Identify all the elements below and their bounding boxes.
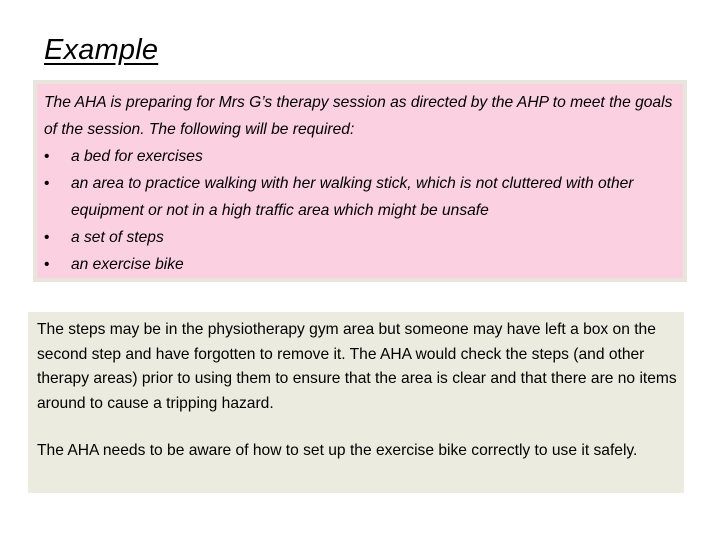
example-intro: The AHA is preparing for Mrs G’s therapy session as directed by the AHP to meet the goals of the session. The following will be required: <box>44 94 673 138</box>
list-item-text: an area to practice walking with her walking stick, which is not cluttered with other equipment or not in a high traffic area which might be unsafe <box>71 175 634 219</box>
list-item <box>44 224 673 251</box>
slide-title: Example <box>44 34 159 66</box>
list-item-text: a set of steps <box>71 229 164 246</box>
bullet-icon: • <box>44 148 50 165</box>
info-box <box>28 312 684 493</box>
bullet-icon: • <box>44 256 50 273</box>
list-item <box>44 251 673 278</box>
list-item <box>44 143 673 170</box>
requirements-list <box>44 143 673 278</box>
bullet-icon: • <box>44 229 50 246</box>
list-item <box>44 170 673 224</box>
info-paragraph-bike: The AHA needs to be aware of how to set up the exercise bike correctly to use it safely. <box>37 442 638 459</box>
list-item-text: a bed for exercises <box>71 148 203 165</box>
bullet-icon: • <box>44 175 50 192</box>
info-paragraph-steps: The steps may be in the physiotherapy gym area but someone may have left a box on the second step and have forgotten to remove it. The AHA would check the steps (and other therapy areas) prior to using them to ensure that the area is clear and that there are no items around to cause a tripping hazard. <box>37 321 677 412</box>
example-box <box>33 80 687 282</box>
list-item-text: an exercise bike <box>71 256 184 273</box>
